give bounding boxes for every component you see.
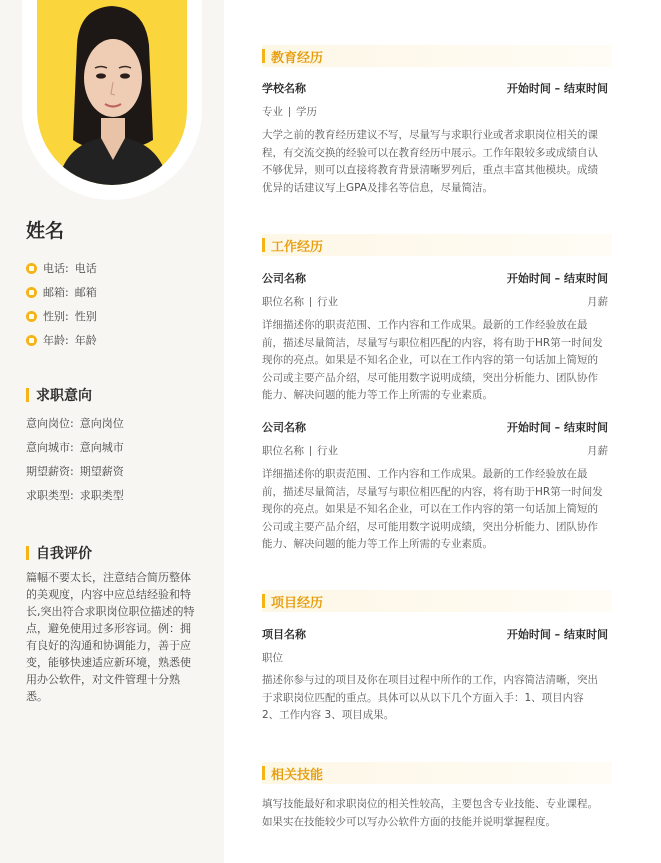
heading-bar [262, 766, 265, 780]
intent-value: 意向岗位 [79, 417, 124, 430]
work-title-row [262, 270, 608, 286]
education-time: 开始时间 – 结束时间 [506, 82, 608, 95]
intent-row [26, 411, 216, 435]
education-heading-text: 教育经历 [271, 50, 324, 66]
work-time: 开始时间 – 结束时间 [506, 421, 608, 434]
skills-description: 填写技能最好和求职岗位的相关性较高，主要包含专业技能、专业课程。如果实在技能较少可以写办公软件方面的技能并说明掌握程度。 [262, 798, 598, 828]
work-description: 详细描述你的职责范围、工作内容和工作成果。最新的工作经验放在最前，描述尽量简洁，尽量写与职位相匹配的内容，将有助于HR第一时间发现你的亮点。如果是不知名企业，可以在工作内容的第一句话加上简短的公司或主要产品介绍，尽可能用数字说明成绩，突出分析能力、团队协作能力、解决问题的能力等工作上所需的专业素质。 [262, 319, 603, 401]
contact-value: 邮箱 [74, 286, 97, 299]
contact-gender [26, 304, 216, 328]
education-heading [262, 45, 612, 67]
skills-heading [262, 762, 612, 784]
degree: 学历 [296, 106, 317, 118]
gender-icon [26, 311, 37, 322]
project-name: 项目名称 [262, 628, 306, 641]
project-heading [262, 590, 612, 612]
intent-heading-text: 求职意向 [36, 388, 92, 404]
self-eval-heading [26, 543, 92, 563]
contact-list [26, 256, 216, 352]
company-name: 公司名称 [262, 272, 306, 285]
work-sub-row [262, 294, 608, 309]
project-sub-row [262, 650, 608, 665]
intent-label: 求职类型: [26, 489, 74, 502]
intent-label: 期望薪资: [26, 465, 74, 478]
contact-label: 年龄: [43, 334, 69, 347]
self-eval-text: 篇幅不要太长，注意结合简历整体的美观度，内容中应总结经验和特长,突出符合求职岗位职位描述的特点，避免使用过多形容词。例：拥有良好的沟通和协调能力，善于应变，能够快速适应新环境，熟悉使用办公软件，对文件管理十分熟悉。 [26, 571, 195, 703]
heading-bar [262, 49, 265, 63]
age-icon [26, 335, 37, 346]
salary: 月薪 [587, 296, 608, 308]
school-name: 学校名称 [262, 82, 306, 95]
education-sub-row [262, 104, 608, 119]
position: 职位名称 [262, 296, 304, 308]
project-time: 开始时间 – 结束时间 [506, 628, 608, 641]
sidebar [0, 0, 224, 863]
contact-label: 性别: [43, 310, 69, 323]
intent-value: 求职类型 [79, 489, 124, 502]
divider [310, 297, 311, 307]
contact-email [26, 280, 216, 304]
contact-label: 电话: [43, 262, 69, 275]
work-title-row [262, 419, 608, 435]
position: 职位名称 [262, 445, 304, 457]
contact-label: 邮箱: [43, 286, 69, 299]
intent-row [26, 483, 216, 507]
heading-bar [26, 546, 29, 560]
education-description: 大学之前的教育经历建议不写，尽量写与求职行业或者求职岗位相关的课程，有交流交换的经验可以在教育经历中展示。工作年限较多或成绩自认不够优异，则可以直接将教育背景清晰罗列后，重点丰富其他模块。成绩优异的话建议写上GPA及排名等信息，尽量简洁。 [262, 129, 598, 194]
phone-icon [26, 263, 37, 274]
work-heading [262, 234, 612, 256]
company-name: 公司名称 [262, 421, 306, 434]
project-description: 描述你参与过的项目及你在项目过程中所作的工作，内容简洁清晰，突出于求职岗位匹配的重点。具体可以从以下几个方面入手：1、项目内容 2、工作内容 3、项目成果。 [262, 674, 598, 721]
intent-row [26, 435, 216, 459]
education-title-row [262, 80, 608, 96]
project-title-row [262, 626, 608, 642]
salary: 月薪 [587, 445, 608, 457]
work-sub-row [262, 443, 608, 458]
work-description: 详细描述你的职责范围、工作内容和工作成果。最新的工作经验放在最前，描述尽量简洁，尽量写与职位相匹配的内容，将有助于HR第一时间发现你的亮点。如果是不知名企业，可以在工作内容的第一句话加上简短的公司或主要产品介绍，尽可能用数字说明成绩，突出分析能力、团队协作能力、解决问题的能力等工作上所需的专业素质。 [262, 468, 603, 550]
major: 专业 [262, 106, 283, 118]
heading-bar [262, 594, 265, 608]
heading-bar [26, 388, 29, 402]
industry: 行业 [317, 445, 338, 457]
skills-heading-text: 相关技能 [271, 767, 324, 783]
contact-value: 性别 [74, 310, 97, 323]
contact-value: 年龄 [74, 334, 97, 347]
contact-age [26, 328, 216, 352]
photo-frame [22, 0, 202, 200]
intent-row [26, 459, 216, 483]
intent-heading [26, 385, 92, 405]
project-role: 职位 [262, 652, 283, 664]
contact-value: 电话 [74, 262, 97, 275]
heading-bar [262, 238, 265, 252]
intent-value: 意向城市 [79, 441, 124, 454]
intent-value: 期望薪资 [79, 465, 124, 478]
intent-label: 意向岗位: [26, 417, 74, 430]
work-heading-text: 工作经历 [271, 239, 324, 255]
self-eval-heading-text: 自我评价 [36, 546, 92, 562]
divider [310, 446, 311, 456]
divider [289, 107, 290, 117]
intent-list [26, 411, 216, 507]
project-heading-text: 项目经历 [271, 595, 324, 611]
industry: 行业 [317, 296, 338, 308]
candidate-name: 姓名 [26, 220, 65, 242]
mail-icon [26, 287, 37, 298]
intent-label: 意向城市: [26, 441, 74, 454]
avatar [37, 0, 187, 185]
work-time: 开始时间 – 结束时间 [506, 272, 608, 285]
contact-phone [26, 256, 216, 280]
